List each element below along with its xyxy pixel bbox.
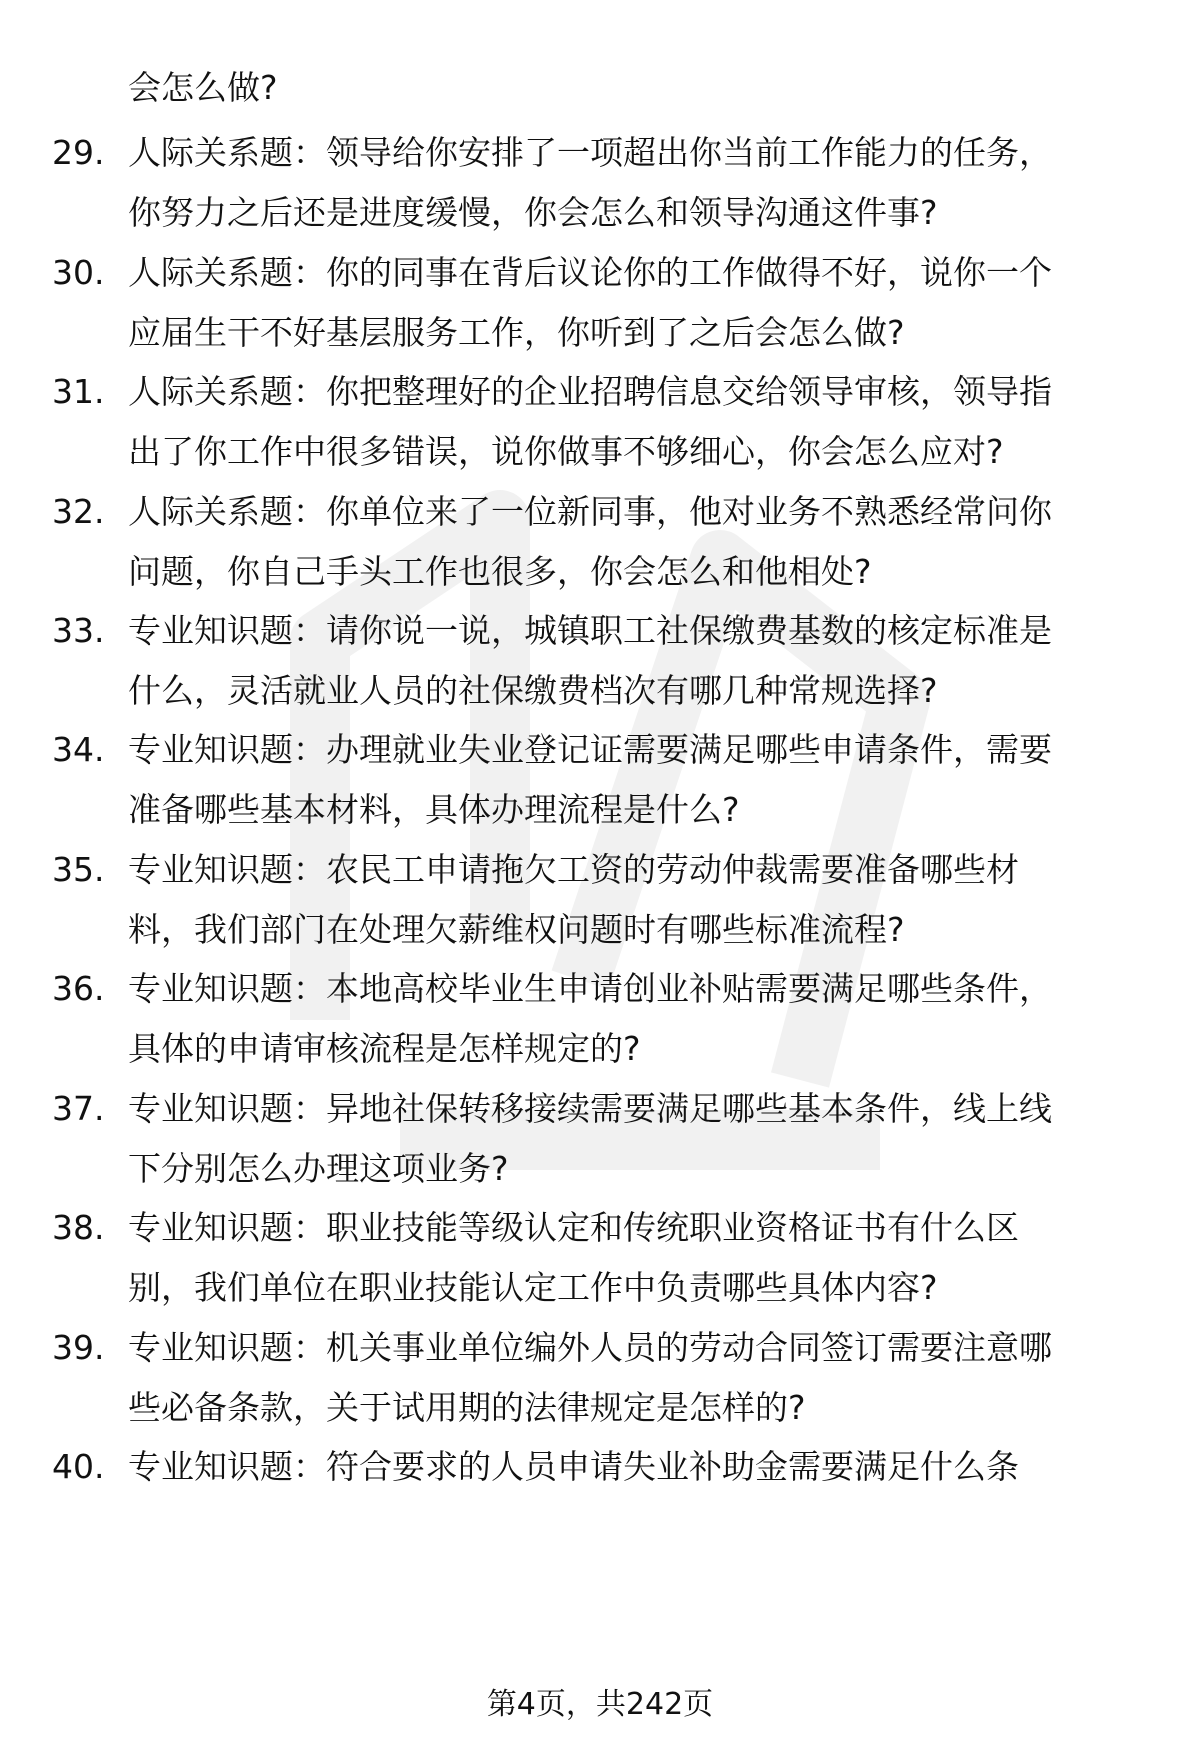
question-text [128, 1437, 1148, 1497]
question-line: 人际关系题：领导给你安排了一项超出你当前工作能力的任务， [128, 133, 1052, 172]
question-number: 32. [52, 492, 105, 531]
question-line: 别，我们单位在职业技能认定工作中负责哪些具体内容? [128, 1268, 938, 1307]
question-number: 33. [52, 611, 105, 650]
question-line: 专业知识题：请你说一说，城镇职工社保缴费基数的核定标准是 [128, 611, 1052, 650]
question-line: 专业知识题：办理就业失业登记证需要满足哪些申请条件，需要 [128, 730, 1052, 769]
question-line: 料，我们部门在处理欠薪维权问题时有哪些标准流程? [128, 910, 905, 949]
question-number: 34. [52, 730, 105, 769]
page-footer: 第4页，共242页 [486, 1687, 714, 1722]
question-number: 29. [52, 133, 105, 172]
question-line: 人际关系题：你单位来了一位新同事，他对业务不熟悉经常问你 [128, 492, 1052, 531]
question-number: 39. [52, 1328, 105, 1367]
question-line: 应届生干不好基层服务工作，你听到了之后会怎么做? [128, 313, 905, 352]
question-line: 下分别怎么办理这项业务? [128, 1149, 509, 1188]
question-line: 具体的申请审核流程是怎样规定的? [128, 1029, 641, 1068]
question-number: 38. [52, 1208, 105, 1247]
question-line: 专业知识题：机关事业单位编外人员的劳动合同签订需要注意哪 [128, 1328, 1052, 1367]
question-text [128, 1198, 1148, 1318]
question-text [128, 482, 1148, 602]
question-number: 37. [52, 1089, 105, 1128]
question-line: 专业知识题：职业技能等级认定和传统职业资格证书有什么区 [128, 1208, 1019, 1247]
question-line: 人际关系题：你把整理好的企业招聘信息交给领导审核，领导指 [128, 372, 1052, 411]
question-text [128, 1318, 1148, 1438]
question-text [128, 601, 1148, 721]
question-line: 准备哪些基本材料，具体办理流程是什么? [128, 790, 740, 829]
question-line: 人际关系题：你的同事在背后议论你的工作做得不好，说你一个 [128, 253, 1052, 292]
question-line: 些必备条款，关于试用期的法律规定是怎样的? [128, 1388, 806, 1427]
question-text [128, 123, 1148, 243]
question-text [128, 959, 1148, 1079]
question-number: 30. [52, 253, 105, 292]
question-text [128, 1079, 1148, 1199]
question-number: 36. [52, 969, 105, 1008]
question-line: 专业知识题：农民工申请拖欠工资的劳动仲裁需要准备哪些材 [128, 850, 1019, 889]
question-line: 什么，灵活就业人员的社保缴费档次有哪几种常规选择? [128, 671, 938, 710]
question-text [128, 840, 1148, 960]
question-line: 专业知识题：符合要求的人员申请失业补助金需要满足什么条 [128, 1447, 1019, 1486]
question-number: 40. [52, 1447, 105, 1486]
question-line: 专业知识题：本地高校毕业生申请创业补贴需要满足哪些条件， [128, 969, 1052, 1008]
question-line: 专业知识题：异地社保转移接续需要满足哪些基本条件，线上线 [128, 1089, 1052, 1128]
question-number: 31. [52, 372, 105, 411]
continuation-text: 会怎么做? [128, 68, 278, 107]
question-line: 你努力之后还是进度缓慢，你会怎么和领导沟通这件事? [128, 193, 938, 232]
question-line: 问题，你自己手头工作也很多，你会怎么和他相处? [128, 552, 872, 591]
question-text [128, 243, 1148, 363]
question-text [128, 720, 1148, 840]
question-number: 35. [52, 850, 105, 889]
question-line: 出了你工作中很多错误，说你做事不够细心，你会怎么应对? [128, 432, 1004, 471]
question-text [128, 362, 1148, 482]
